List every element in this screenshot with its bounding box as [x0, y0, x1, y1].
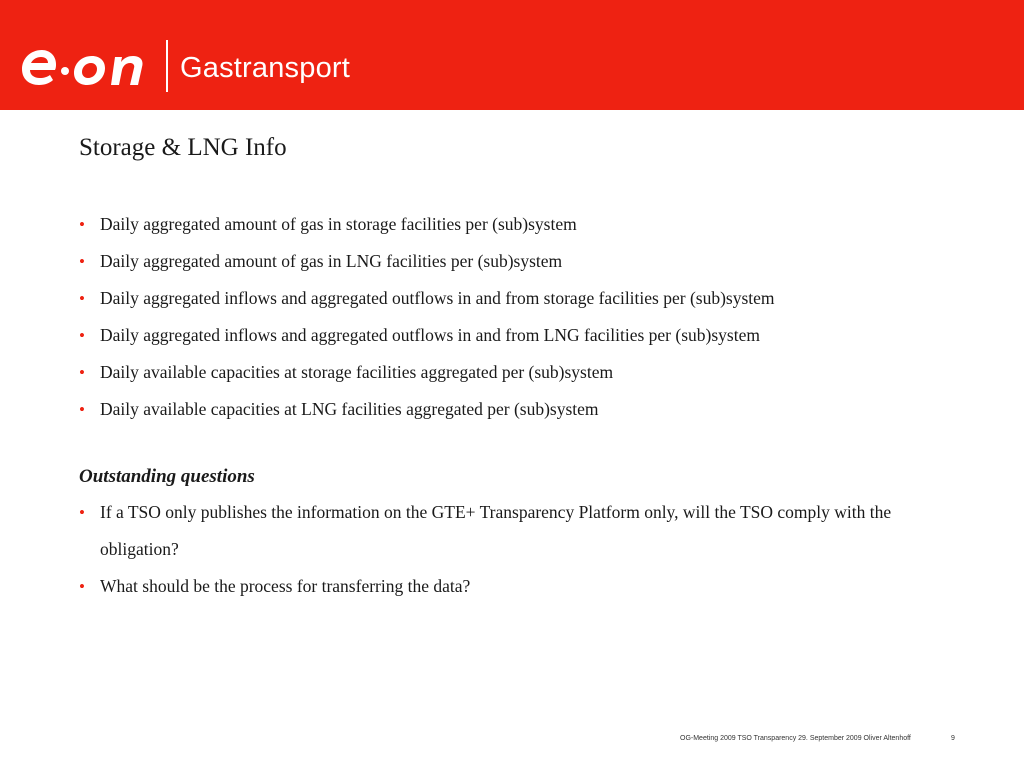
eon-logo: [20, 44, 156, 88]
list-item: • Daily aggregated amount of gas in storage facilities per (sub)system: [79, 206, 959, 243]
bullet-icon: •: [79, 289, 85, 308]
questions-bullet-list: [79, 494, 959, 605]
list-item: • Daily available capacities at LNG facilities aggregated per (sub)system: [79, 391, 959, 428]
bullet-icon: •: [79, 215, 85, 234]
list-item: • Daily available capacities at storage facilities aggregated per (sub)system: [79, 354, 959, 391]
bullet-icon: •: [79, 252, 85, 271]
bullet-icon: •: [79, 577, 85, 596]
slide-title: Storage & LNG Info: [79, 134, 287, 161]
bullet-icon: •: [79, 363, 85, 382]
info-bullet-list: [79, 206, 959, 428]
questions-heading: Outstanding questions: [79, 466, 255, 487]
list-item: • What should be the process for transferring the data?: [79, 568, 959, 605]
bullet-icon: •: [79, 400, 85, 419]
page-number: 9: [951, 735, 955, 742]
bullet-icon: •: [79, 503, 85, 522]
slide-content: [79, 206, 959, 605]
bullet-icon: •: [79, 326, 85, 345]
list-item: • Daily aggregated amount of gas in LNG facilities per (sub)system: [79, 243, 959, 280]
header-divider: [166, 40, 168, 92]
subbrand-label: Gastransport: [180, 52, 351, 84]
header-bar: [0, 0, 1024, 110]
footer-text: OG-Meeting 2009 TSO Transparency 29. September 2009 Oliver Altenhoff: [680, 735, 911, 742]
list-item: • Daily aggregated inflows and aggregated outflows in and from LNG facilities per (sub)system: [79, 317, 959, 354]
list-item: • If a TSO only publishes the information on the GTE+ Transparency Platform only, will the TSO comply with the obligation?: [79, 494, 959, 568]
list-item: • Daily aggregated inflows and aggregated outflows in and from storage facilities per (sub)system: [79, 280, 959, 317]
